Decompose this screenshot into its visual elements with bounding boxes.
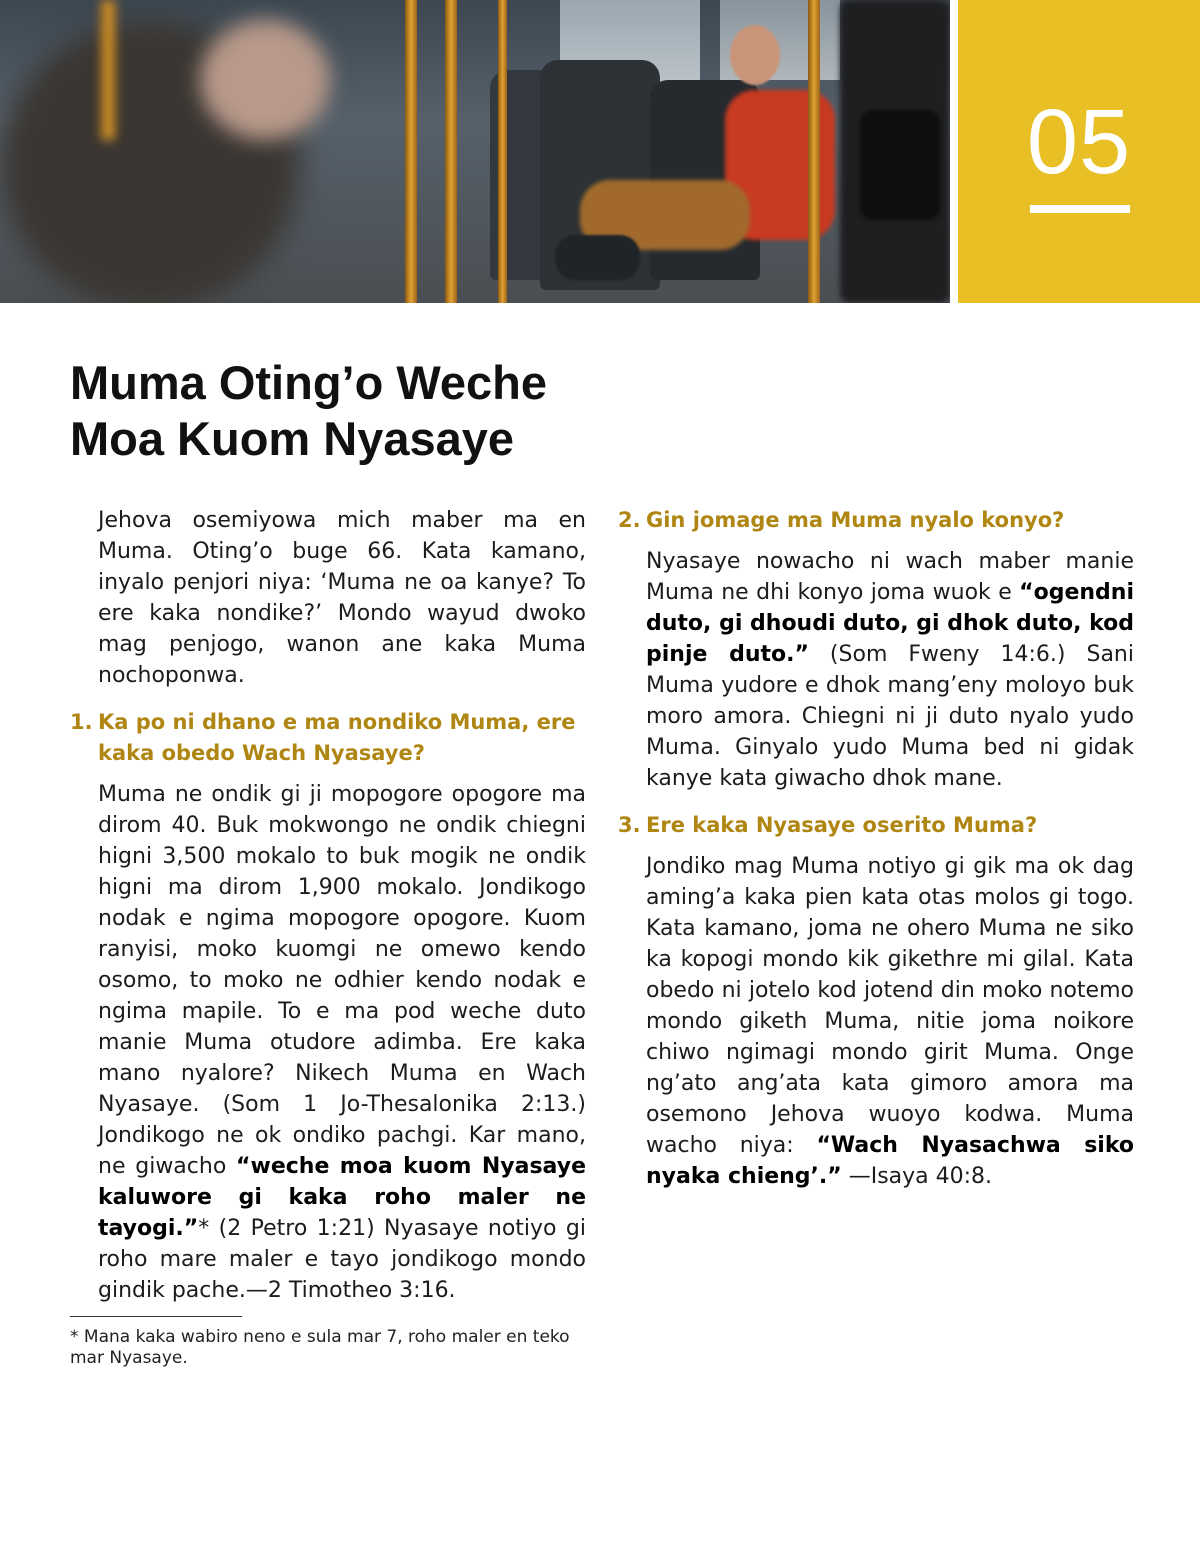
intro-paragraph: Jehova osemiyowa mich maber ma en Muma. Oting’o buge 66. Kata kamano, inyalo penjori niya: ‘Muma ne oa kanye? To ere kaka nondike?’ Mondo wayud dwoko mag penjogo, wanon ane kaka Muma nochoponwa.	[98, 508, 586, 688]
question-2	[618, 505, 1134, 536]
question-1	[70, 707, 586, 769]
answer-1-text: Muma ne ondik gi ji mopogore opogore ma dirom 40. Buk mokwongo ne ondik chiegni higni 3,500 mokalo to buk mogik ne ondik higni ma dirom 1,900 mokalo. Jondikogo nodak e ngima mopogore opogore. Kuom ranyisi, moko kuomgi ne omewo kendo osomo, to moko ne odhier kendo nodak e ngima mapile. To e ma pod weche duto manie Muma otudore adimba. Ere kaka mano nyalore? Nikech Muma en Wach Nyasaye. (Som 1 Jo-Thesalonika 2:13.) Jondikogo ne ok ondiko pachgi. Kar mano, ne giwacho	[98, 782, 586, 1179]
footnote-divider	[70, 1316, 242, 1317]
right-column	[618, 505, 1134, 1192]
bus-pole	[100, 0, 116, 140]
bus-pole	[405, 0, 417, 303]
question-1-number: 1.	[70, 710, 93, 734]
question-2-number: 2.	[618, 508, 641, 532]
answer-2-quote: “ogendni duto, gi dhoudi duto, gi dhok duto, kod pinje duto.”	[646, 580, 1134, 667]
question-1-text: Ka po ni dhano e ma nondiko Muma, ere kaka obedo Wach Nyasaye?	[98, 710, 576, 765]
answer-3-paragraph	[618, 851, 1134, 1192]
question-2-text: Gin jomage ma Muma nyalo konyo?	[646, 508, 1065, 532]
footnote: * Mana kaka wabiro neno e sula mar 7, roho maler en teko mar Nyasaye.	[70, 1327, 570, 1368]
answer-2-text-end: (Som Fweny 14:6.) Sani Muma yudore e dhok mang’eny moloyo buk moro amora. Chiegni ni ji duto nyalo yudo Muma. Ginyalo yudo Muma bed ni gidak kanye kata giwacho dhok mane.	[646, 642, 1134, 791]
lesson-number-underline	[1030, 205, 1130, 213]
bus-pole	[808, 0, 820, 303]
lesson-number-box	[958, 0, 1200, 303]
page-title-line2: Moa Kuom Nyasaye	[70, 412, 515, 465]
lesson-number: 05	[1026, 91, 1132, 193]
left-column	[70, 505, 586, 1369]
page-title-line1: Muma Oting’o Weche	[70, 356, 547, 409]
sleeping-man-head	[200, 20, 330, 140]
handbag	[860, 110, 940, 220]
answer-3-text-end: —Isaya 40:8.	[841, 1164, 993, 1189]
answer-2-paragraph	[618, 546, 1134, 794]
sneaker	[555, 235, 640, 280]
hero-photo	[0, 0, 950, 303]
question-3-number: 3.	[618, 813, 641, 837]
answer-1-paragraph	[70, 779, 586, 1306]
page-title	[70, 355, 670, 467]
man-head	[730, 25, 780, 85]
question-3	[618, 810, 1134, 841]
question-3-text: Ere kaka Nyasaye oserito Muma?	[646, 813, 1038, 837]
answer-3-quote: “Wach Nyasachwa siko nyaka chieng’.”	[646, 1133, 1134, 1189]
bus-pole	[445, 0, 457, 303]
answer-3-text: Jondiko mag Muma notiyo gi gik ma ok dag aming’a kaka pien kata otas molos gi togo. Kata kamano, joma ne ohero Muma ne siko ka kopogi mondo kik gikethre mi gilal. Kata obedo ni jotelo kod jotend din moko notemo mondo giketh Muma, nitie joma noikore chiwo ngimagi mondo girit Muma. Onge ng’ato ang’ata kata gimoro amora ma osemono Jehova wuoyo kodwa. Muma wacho niya:	[646, 854, 1134, 1158]
answer-1-quote: “weche moa kuom Nyasaye kaluwore gi kaka roho maler ne tayogi.”	[98, 1154, 586, 1241]
answer-2-text: Nyasaye nowacho ni wach maber manie Muma ne dhi konyo joma wuok e	[646, 549, 1134, 605]
answer-1-text-end: * (2 Petro 1:21) Nyasaye notiyo gi roho mare maler e tayo jondikogo mondo gindik pache.—2 Timotheo 3:16.	[98, 1216, 586, 1303]
bus-pole	[498, 0, 507, 303]
